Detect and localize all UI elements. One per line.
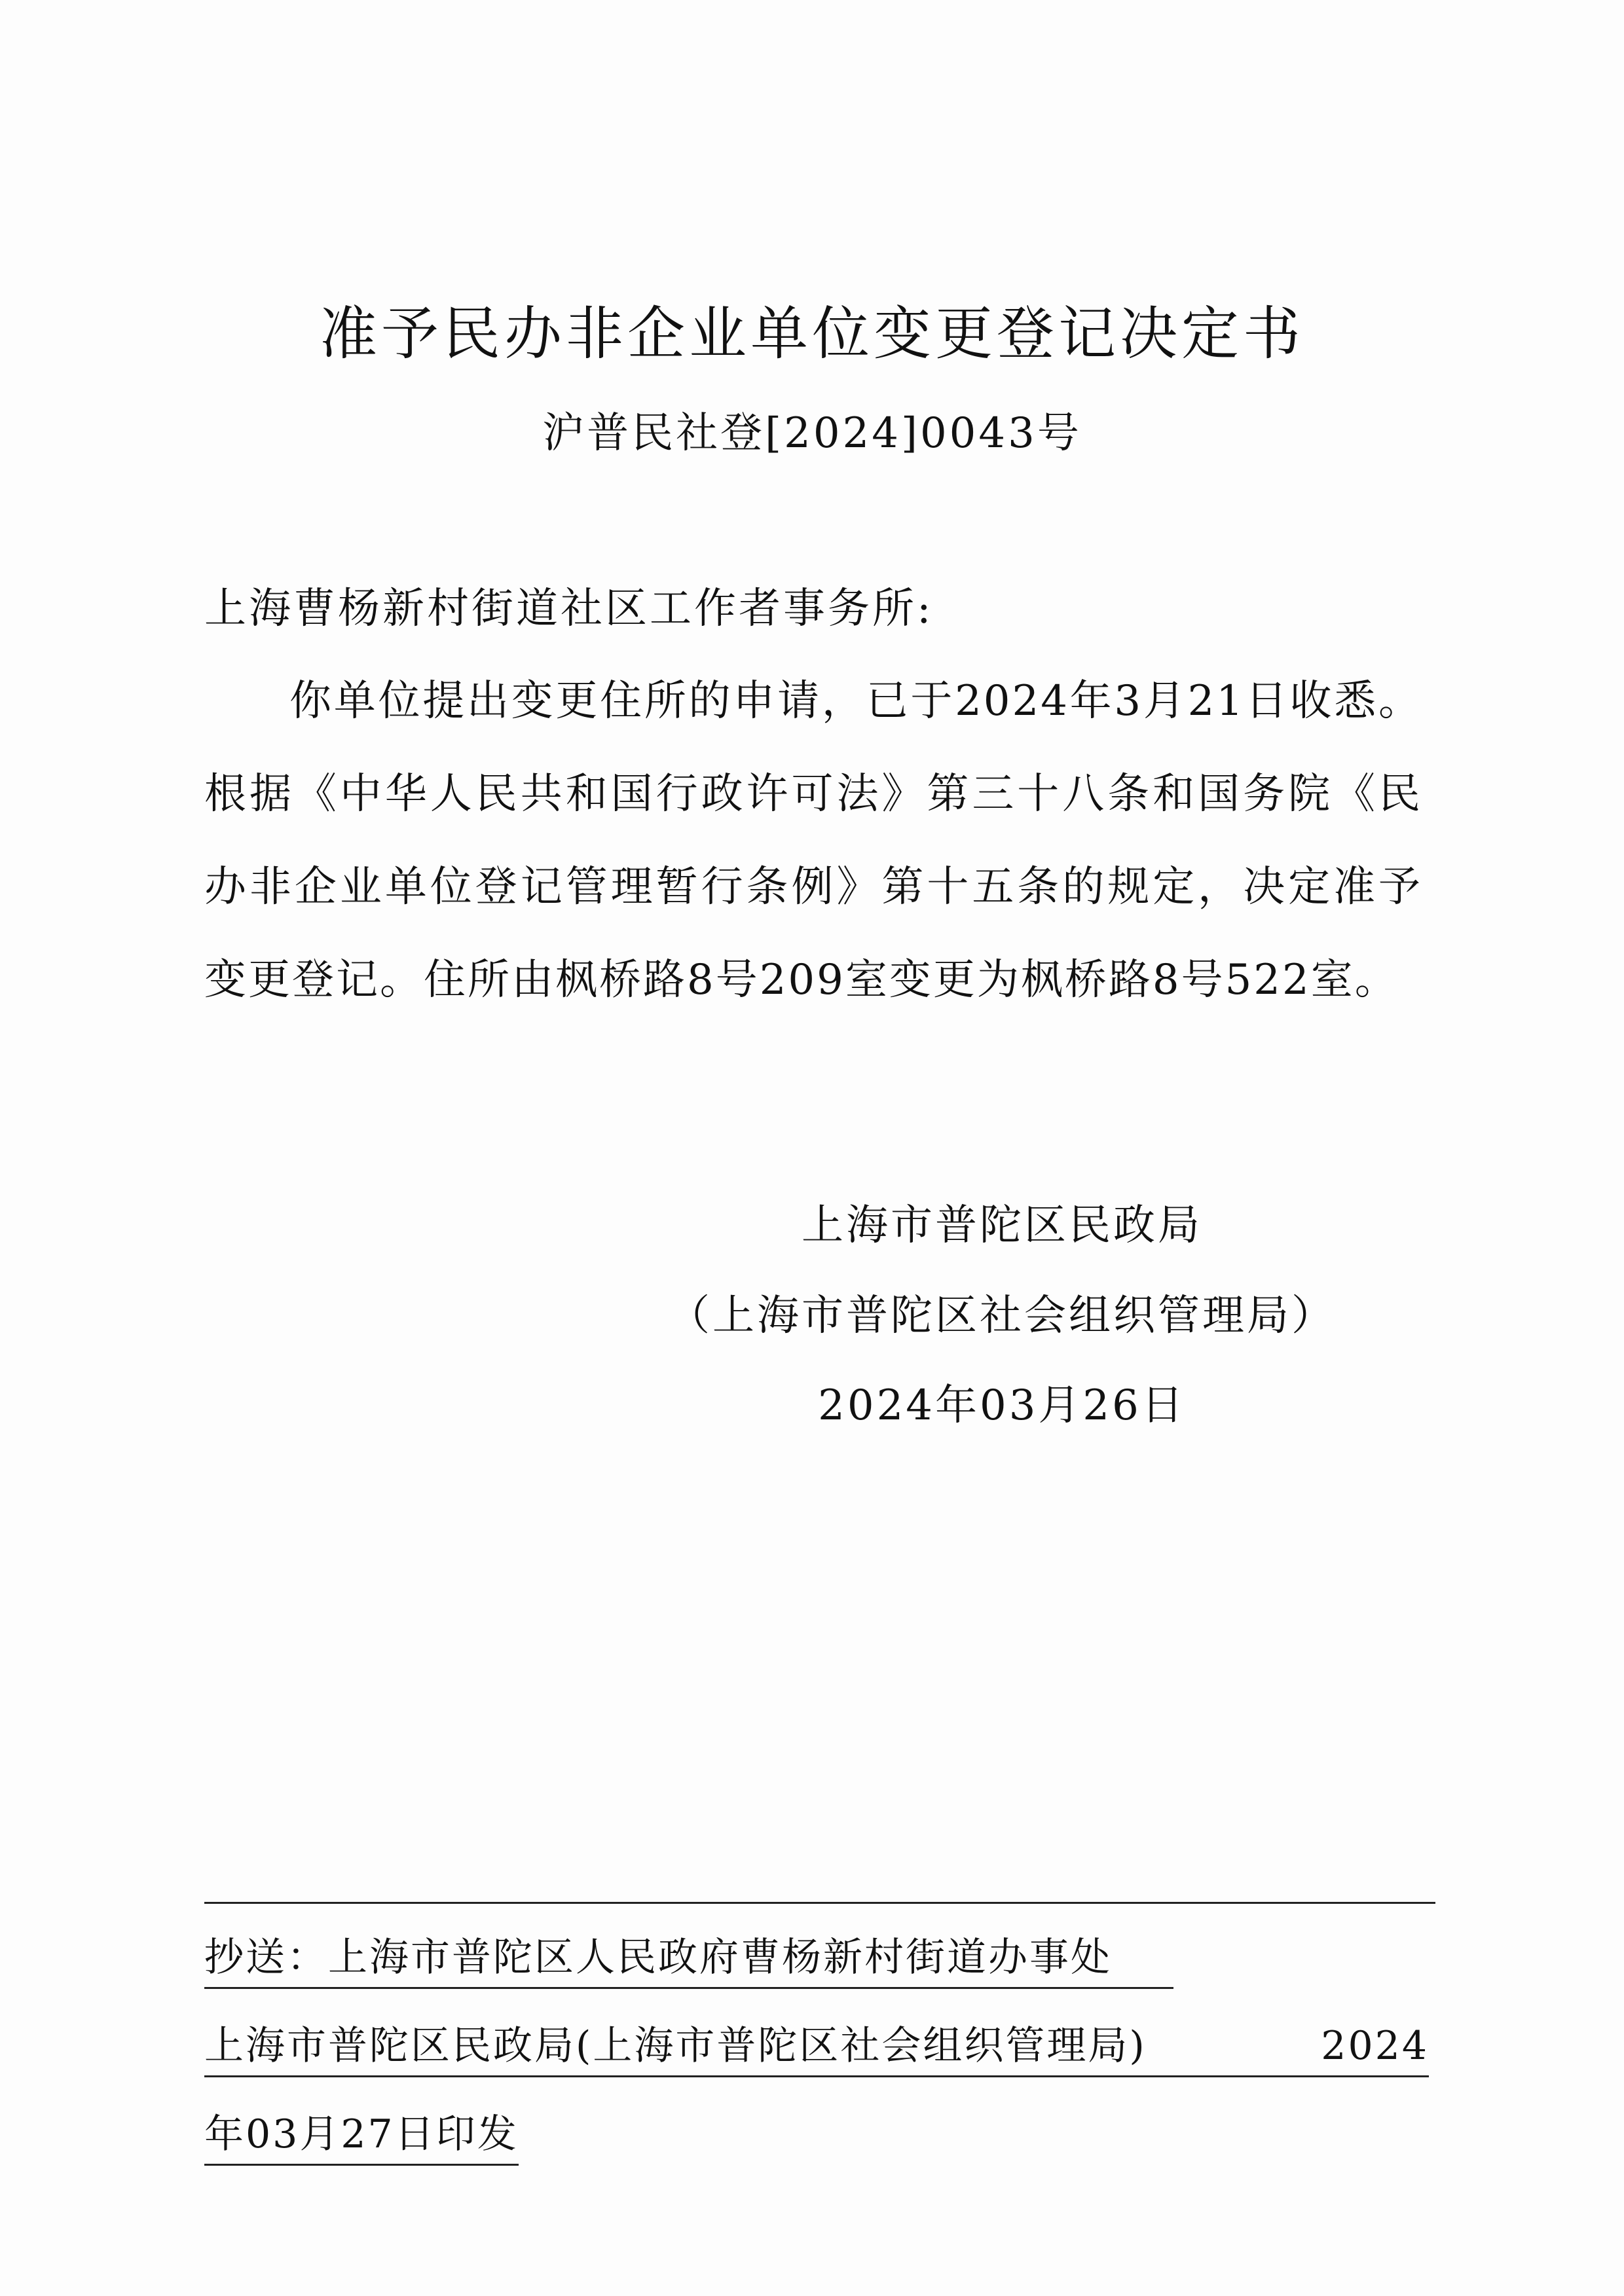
recipient-line: 上海曹杨新村街道社区工作者事务所:	[204, 585, 934, 633]
issuer-name: 上海市普陀区民政局	[802, 1201, 1202, 1250]
printer-underline	[204, 2075, 1429, 2077]
document-number: 沪普民社登[2024]0043号	[542, 409, 1082, 458]
print-date-line: 年03月27日印发	[204, 2111, 519, 2157]
printer-year: 2024	[1321, 2023, 1429, 2069]
printer-line	[204, 2020, 1429, 2072]
cc-underline	[204, 1987, 1173, 1989]
issue-date: 2024年03月26日	[818, 1381, 1186, 1430]
footer-divider	[204, 1902, 1435, 1904]
document-title: 准予民办非企业单位变更登记决定书	[319, 300, 1304, 367]
cc-line: 抄送：上海市普陀区人民政府曹杨新村街道办事处	[204, 1935, 1112, 1980]
print-date-underline	[204, 2164, 519, 2166]
printer-name: 上海市普陀区民政局(上海市普陀区社会组织管理局)	[204, 2023, 1147, 2069]
issuer-alias: （上海市普陀区社会组织管理局）	[668, 1292, 1336, 1340]
body-paragraph: 你单位提出变更住所的申请，已于2024年3月21日收悉。根据《中华人民共和国行政许可法》第三十八条和国务院《民办非企业单位登记管理暂行条例》第十五条的规定，决定准予变更登记。住所由枫桥路8号209室变更为枫桥路8号522室。	[204, 677, 1422, 1004]
